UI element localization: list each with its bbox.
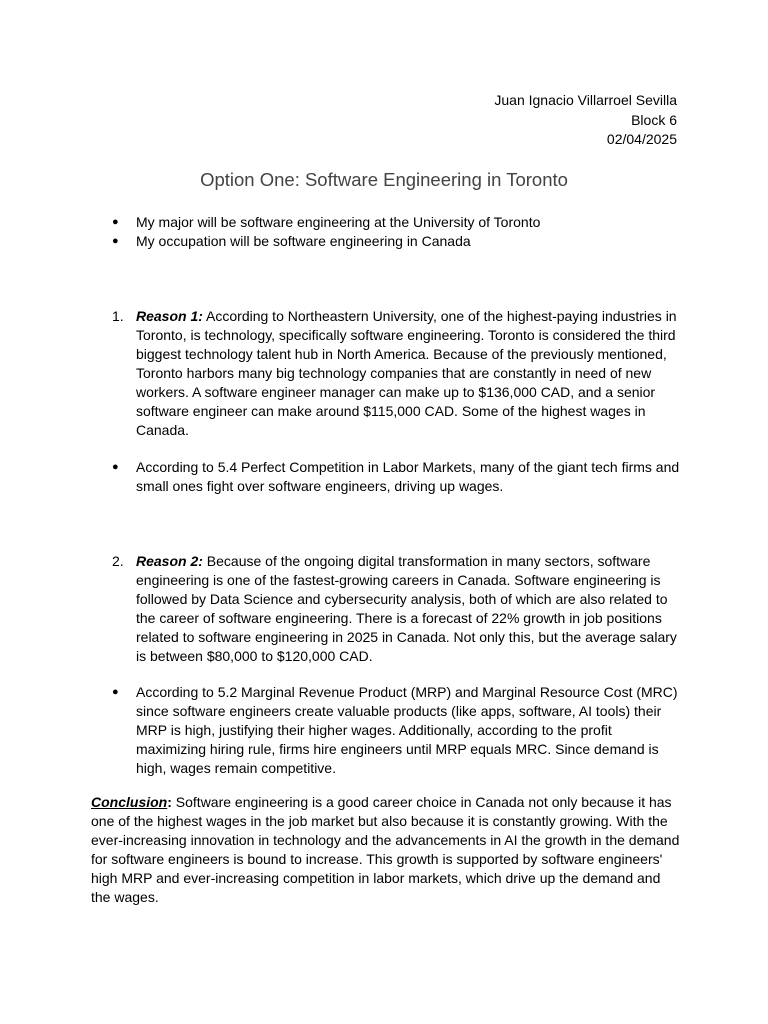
- reason-1-text: According to Northeastern University, one of the highest-paying industries in Toronto, is technology, specifically software engineering. Toronto is considered the third biggest technology talent hub in North America. Because of the previously mentioned, Toronto harbors many big technology companies that are constantly in need of new workers. A software engineer manager can make up to $136,000 CAD, and a senior software engineer can make around $115,000 CAD. Some of the highest wages in Canada.: [136, 308, 677, 438]
- intro-bullet-item: [91, 213, 681, 232]
- conclusion-colon: :: [167, 794, 172, 810]
- reason-2-section: [91, 552, 681, 666]
- conclusion-section: [91, 793, 681, 907]
- reason-1-bullet-text: According to 5.4 Perfect Competition in Labor Markets, many of the giant tech firms and small ones fight over software engineers, driving up wages.: [136, 459, 680, 494]
- reason-2-label: Reason 2:: [136, 553, 203, 569]
- conclusion-paragraph: [91, 793, 681, 907]
- author-header: [494, 91, 677, 150]
- list-number: 1.: [112, 308, 124, 324]
- reason-1-section: [91, 307, 681, 440]
- reason-2-bullet-text: According to 5.2 Marginal Revenue Product (MRP) and Marginal Resource Cost (MRC) since software engineers create valuable products (like apps, software, AI tools) their MRP is high, justifying their higher wages. Additionally, according to the profit maximizing hiring rule, firms hire engineers until MRP equals MRC. Since demand is high, wages remain competitive.: [136, 684, 678, 776]
- reason-2-text: Because of the ongoing digital transformation in many sectors, software engineering is one of the fastest-growing careers in Canada. Software engineering is followed by Data Science and cybersecurity analysis, both of which are also related to the career of software engineering. There is a forecast of 22% growth in job positions related to software engineering in 2025 in Canada. Not only this, but the average salary is between $80,000 to $120,000 CAD.: [136, 553, 677, 664]
- intro-bullet-list: [91, 213, 681, 251]
- class-block: Block 6: [631, 111, 677, 128]
- reason-2-bullet-list: [91, 683, 681, 778]
- reason-2-item: [91, 552, 681, 666]
- author-name: Juan Ignacio Villarroel Sevilla: [494, 92, 677, 108]
- document-date: 02/04/2025: [606, 131, 677, 147]
- reason-1-item: [91, 307, 681, 440]
- reason-1-bullet-item: [91, 458, 681, 496]
- intro-bullet-text: My major will be software engineering at the University of Toronto: [136, 214, 541, 230]
- bullet-marker: ●: [112, 235, 119, 247]
- intro-bullet-item: [91, 232, 681, 251]
- bullet-marker: ●: [112, 686, 119, 698]
- list-number: 2.: [112, 553, 124, 569]
- document-title: Option One: Software Engineering in Toronto: [200, 169, 568, 190]
- bullet-marker: ●: [112, 461, 119, 473]
- reason-1-bullet-list: [91, 458, 681, 496]
- conclusion-label: Conclusion: [91, 794, 168, 810]
- reason-1-label: Reason 1:: [136, 308, 203, 324]
- conclusion-text: Software engineering is a good career choice in Canada not only because it has one of the highest wages in the job market but also because it is constantly growing. With the ever-increasing innovation in technology and the advancements in AI the growth in the demand for software engineers is bound to increase. This growth is supported by software engineers' high MRP and ever-increasing competition in labor markets, which drive up the demand and the wages.: [91, 794, 680, 905]
- bullet-marker: ●: [112, 216, 119, 228]
- intro-bullet-text: My occupation will be software engineering in Canada: [136, 233, 471, 249]
- reason-2-bullet-item: [91, 683, 681, 778]
